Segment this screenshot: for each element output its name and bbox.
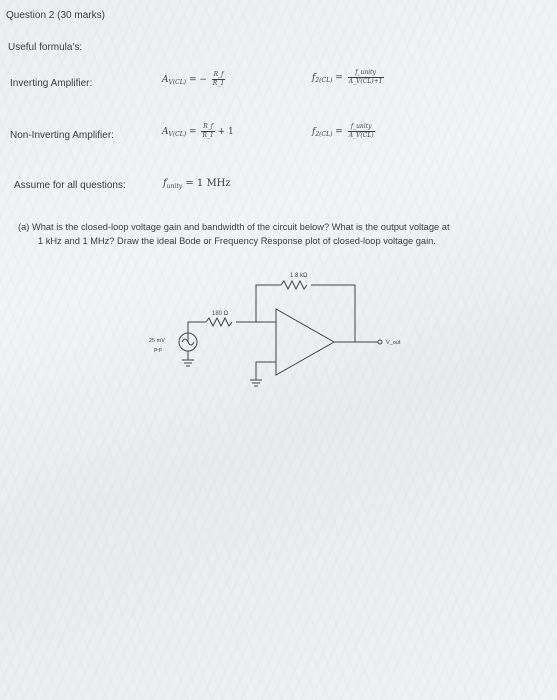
bandwidth-symbol: f [312,127,316,137]
ground-symbol-opamp [250,380,262,386]
fraction-numerator: R_f [203,123,213,130]
gain-symbol: A [162,127,169,137]
r1-label: 180 Ω [212,311,229,317]
inverting-label: Inverting Amplifier: [10,78,93,89]
question-title: Question 2 (30 marks) [6,10,105,21]
rf-label: 1.8 kΩ [290,273,308,279]
equals-sign: = [188,127,197,137]
fraction-denominator: A_V(CL) [348,132,374,139]
feedback-wire [256,285,281,322]
gain-symbol: A [162,75,169,85]
bandwidth-subscript: 2(CL) [315,131,333,138]
gain-subscript: V(CL) [168,131,187,138]
part-a-line-1: (a) What is the closed-loop voltage gain and bandwidth of the circuit below? What is the output voltage at [18,222,450,232]
op-amp-triangle [276,309,334,375]
fraction-numerator: f_unity [355,69,376,76]
formulas-heading: Useful formula's: [8,42,83,53]
unity-frequency-value: = 1 MHz [185,178,231,189]
non-inverting-input-wire [256,362,276,380]
non-inverting-label: Non-Inverting Amplifier: [10,130,114,141]
part-a-line-2: 1 kHz and 1 MHz? Draw the ideal Bode or Frequency Response plot of closed-loop voltage gain. [38,236,436,246]
frequency-symbol: f [163,178,167,189]
bandwidth-symbol: f [312,73,316,83]
equals-minus: = − [188,75,207,85]
output-terminal [378,340,382,344]
output-label: V_out [386,340,401,346]
plus-one: + 1 [217,127,234,137]
feedback-resistor-rf [281,281,307,289]
gain-subscript: V(CL) [168,79,187,86]
bandwidth-subscript: 2(CL) [315,77,333,84]
frequency-subscript: unity [166,183,183,190]
fraction-numerator: f_unity [350,123,372,130]
fraction-numerator: R_f [213,71,224,78]
input-resistor-r1 [206,318,232,326]
equals-sign: = [335,127,343,137]
assume-label: Assume for all questions: [14,180,126,191]
feedback-wire-return [311,285,355,342]
ground-symbol-source [182,360,194,366]
equals-sign: = [335,73,343,83]
fraction-denominator: R_1 [212,80,225,87]
fraction-denominator: R_1 [202,132,214,139]
source-label-pp: p-p [154,347,162,353]
source-label-amplitude: 25 mV [149,338,165,344]
fraction-denominator: A_V(CL)+1 [348,78,383,85]
